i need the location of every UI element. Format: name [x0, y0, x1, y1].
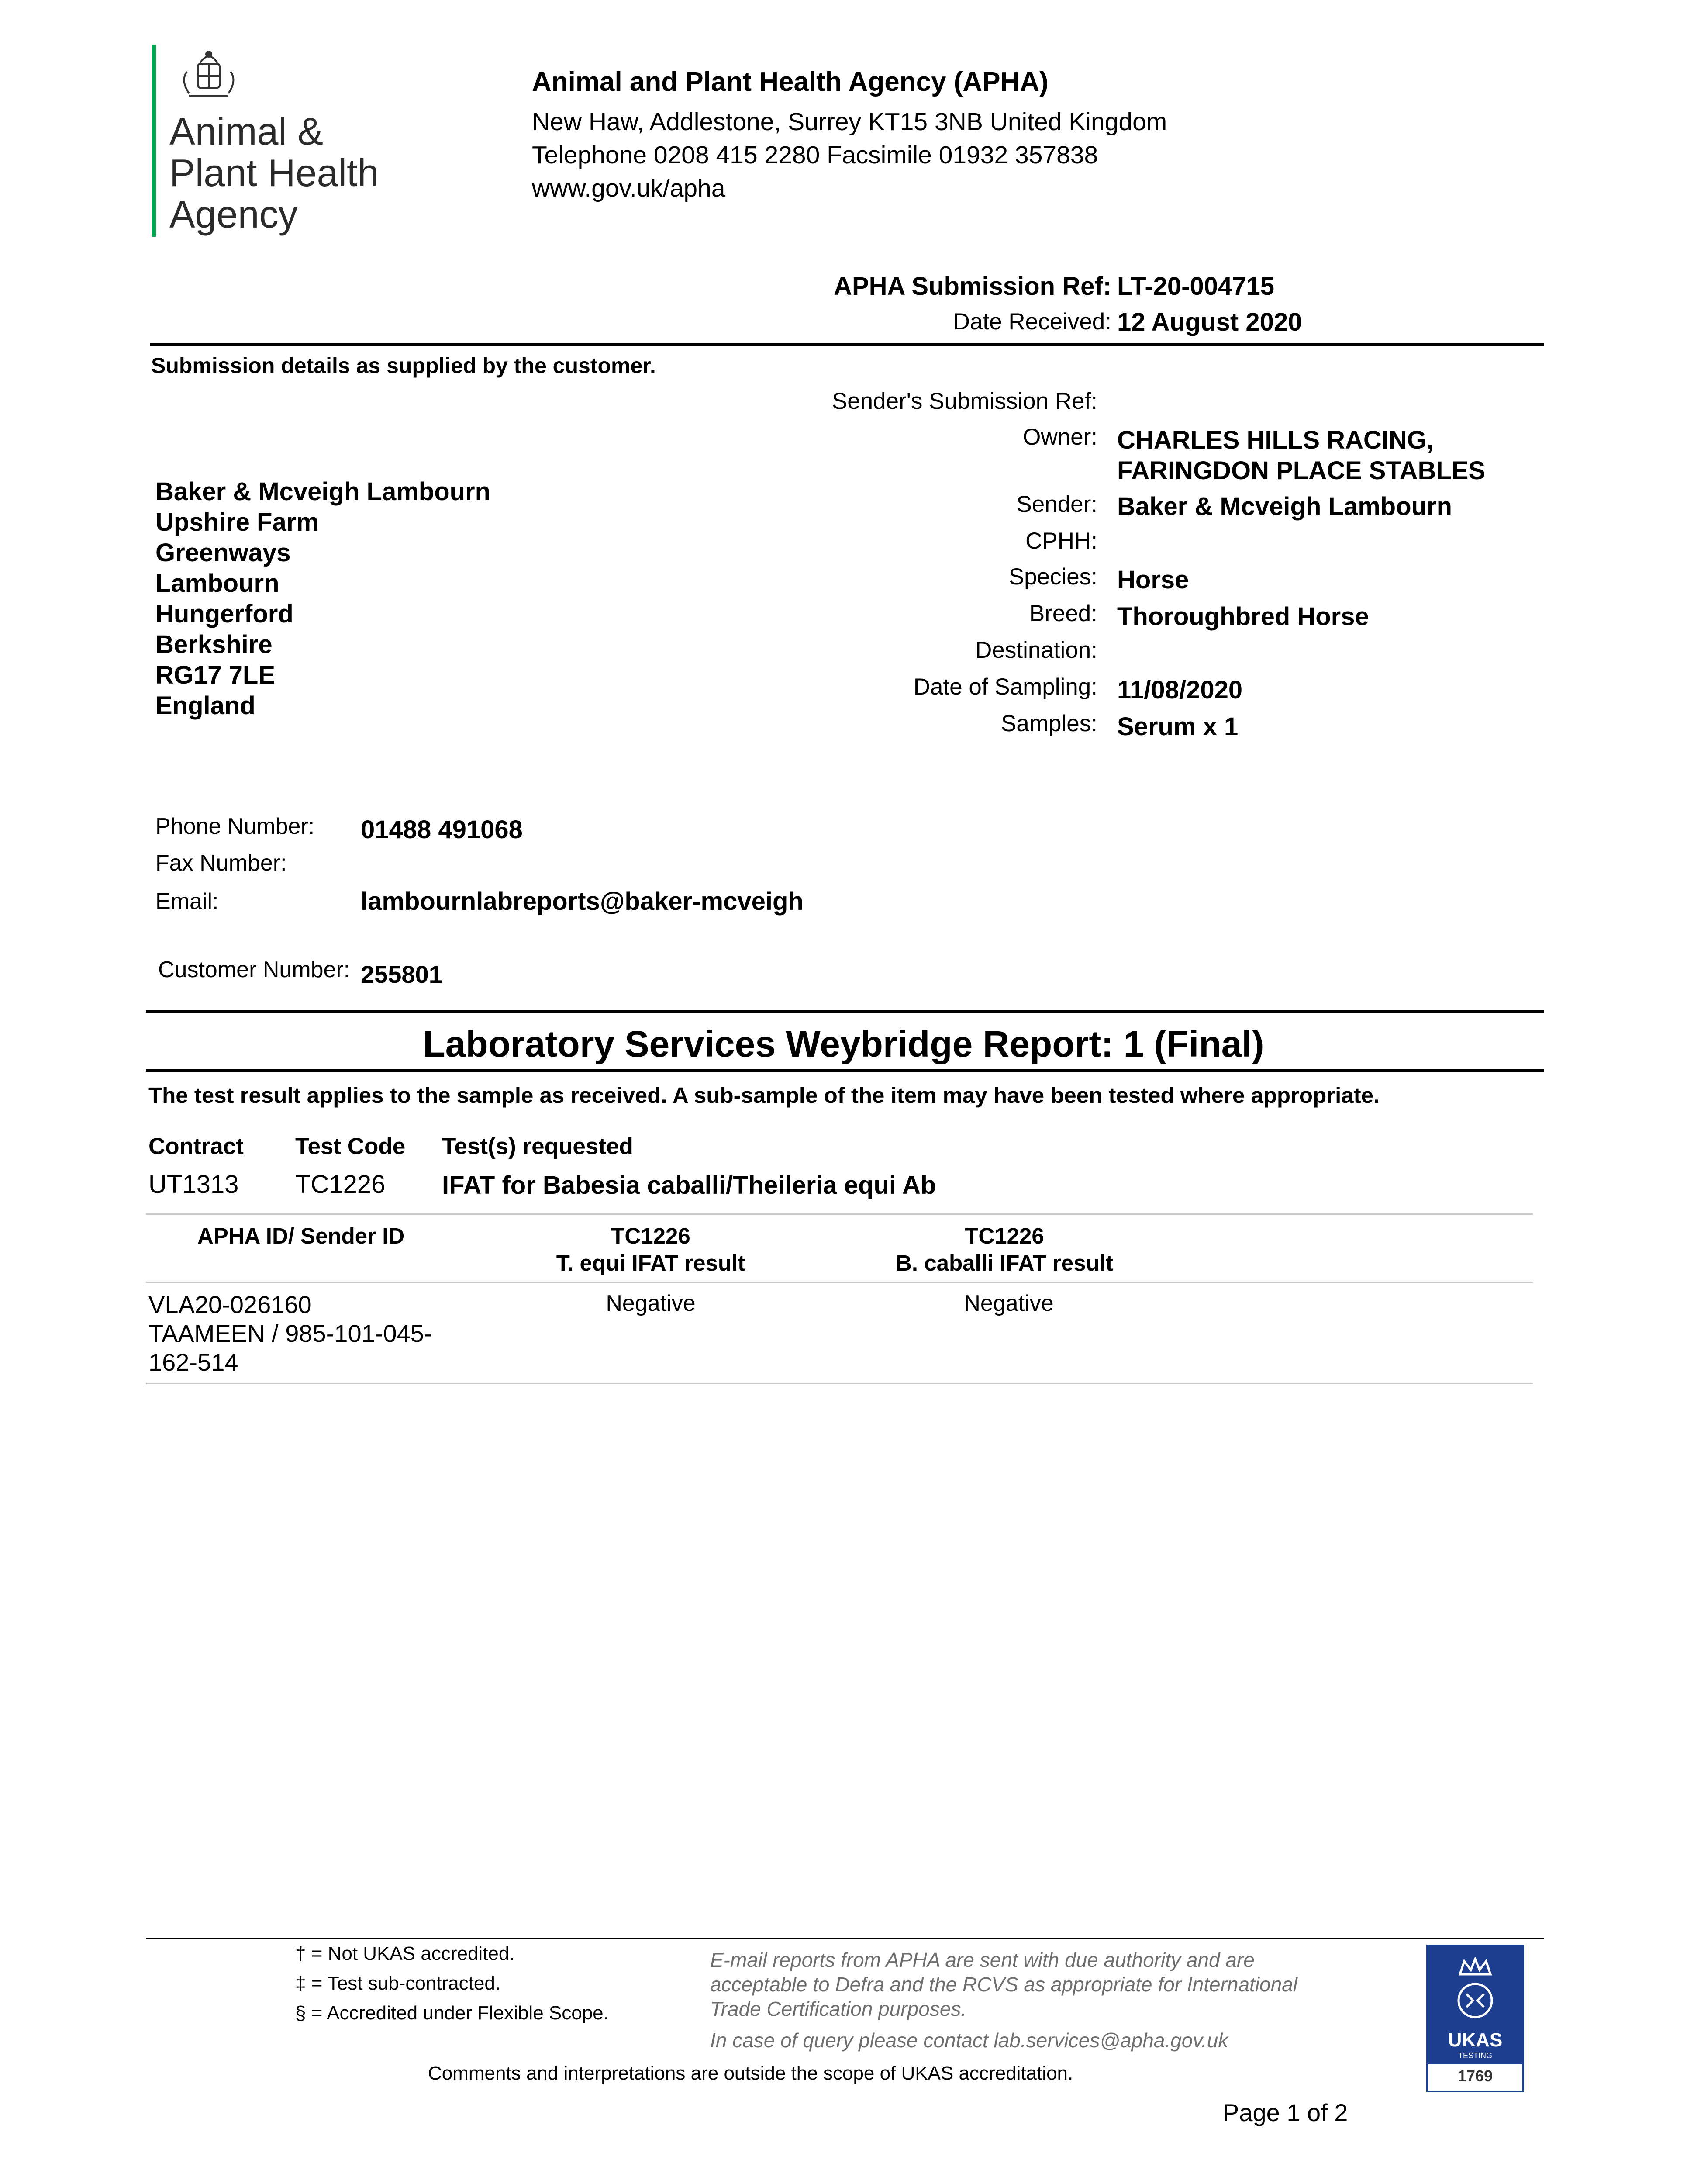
address-line: Greenways — [155, 539, 291, 567]
sample-id-line-1: VLA20-026160 — [148, 1291, 312, 1318]
footer-rule — [146, 1938, 1544, 1939]
owner-value-line-1: CHARLES HILLS RACING, — [1117, 426, 1434, 454]
org-phone: Telephone 0208 415 2280 Facsimile 01932 357838 — [532, 141, 1098, 169]
sender-value: Baker & Mcveigh Lambourn — [1117, 492, 1452, 521]
legend-not-accredited: † = Not UKAS accredited. — [295, 1943, 515, 1964]
species-label: Species: — [1008, 564, 1097, 590]
sample-id-line-3: 162-514 — [148, 1348, 238, 1376]
logo-text-line-1: Animal & — [169, 110, 324, 153]
report-note: The test result applies to the sample as received. A sub-sample of the item may have been tested where appropriate. — [148, 1083, 1380, 1108]
legend-sub-contracted: ‡ = Test sub-contracted. — [295, 1973, 501, 1994]
results-col1-name: T. equi IFAT result — [556, 1251, 745, 1275]
samples-value: Serum x 1 — [1117, 712, 1239, 741]
phone-label: Phone Number: — [155, 814, 315, 839]
email-value[interactable]: lambournlabreports@baker-mcveigh — [361, 887, 804, 916]
address-line: England — [155, 691, 255, 720]
fax-label: Fax Number: — [155, 850, 287, 876]
address-line: Hungerford — [155, 600, 293, 628]
org-address: New Haw, Addlestone, Surrey KT15 3NB United Kingdom — [532, 108, 1167, 136]
species-value: Horse — [1117, 566, 1189, 594]
sender-label: Sender: — [1016, 491, 1097, 517]
email-note-line-1: E-mail reports from APHA are sent with due authority and are — [710, 1949, 1255, 1971]
logo-green-bar — [152, 45, 156, 237]
test-code-value: TC1226 — [295, 1170, 386, 1199]
results-col2-name: B. caballi IFAT result — [896, 1251, 1113, 1275]
breed-value: Thoroughbred Horse — [1117, 602, 1369, 631]
crown-icon — [1449, 1957, 1501, 2022]
sender-ref-label: Sender's Submission Ref: — [831, 388, 1097, 414]
submission-ref-label: APHA Submission Ref: — [834, 272, 1111, 301]
sample-id-line-2: TAAMEEN / 985-101-045- — [148, 1320, 432, 1347]
query-note: In case of query please contact lab.services@apha.gov.uk — [710, 2029, 1228, 2052]
address-line: Lambourn — [155, 569, 279, 598]
org-name: Animal and Plant Health Agency (APHA) — [532, 67, 1049, 97]
page-number: Page 1 of 2 — [1223, 2099, 1348, 2126]
date-received-label: Date Received: — [953, 309, 1111, 335]
ukas-comments-note: Comments and interpretations are outside the scope of UKAS accreditation. — [428, 2063, 1073, 2084]
breed-label: Breed: — [1029, 601, 1097, 626]
logo-text-line-2: Plant Health — [169, 151, 379, 194]
results-id-header: APHA ID/ Sender ID — [197, 1223, 405, 1248]
address-line: Berkshire — [155, 630, 273, 659]
test-requested-value: IFAT for Babesia caballi/Theileria equi Ab — [442, 1171, 936, 1199]
results-col2-code: TC1226 — [965, 1223, 1044, 1248]
address-line: Baker & Mcveigh Lambourn — [155, 477, 491, 506]
logo-text-line-3: Agency — [169, 193, 298, 236]
org-website[interactable]: www.gov.uk/apha — [532, 174, 725, 202]
email-label: Email: — [155, 889, 219, 914]
email-note-line-2: acceptable to Defra and the RCVS as appropriate for International — [710, 1973, 1298, 1996]
phone-value: 01488 491068 — [361, 816, 523, 844]
b-caballi-result: Negative — [964, 1291, 1054, 1316]
cphh-label: CPHH: — [1025, 528, 1097, 554]
contract-header: Contract — [148, 1133, 244, 1159]
test-code-header: Test Code — [295, 1133, 406, 1159]
t-equi-result: Negative — [606, 1291, 696, 1316]
destination-label: Destination: — [975, 637, 1097, 663]
submission-ref-value: LT-20-004715 — [1117, 272, 1275, 301]
samples-label: Samples: — [1001, 711, 1097, 736]
results-bottom-rule — [146, 1383, 1533, 1384]
report-top-rule — [146, 1010, 1544, 1013]
owner-label: Owner: — [1023, 424, 1097, 450]
sampling-date-value: 11/08/2020 — [1117, 676, 1243, 704]
results-col1-code: TC1226 — [611, 1223, 690, 1248]
email-note-line-3: Trade Certification purposes. — [710, 1997, 967, 2020]
results-header-rule — [146, 1282, 1533, 1283]
ukas-number: 1769 — [1457, 2067, 1493, 2085]
customer-number-value: 255801 — [361, 961, 442, 988]
sampling-date-label: Date of Sampling: — [913, 674, 1097, 700]
tests-requested-header: Test(s) requested — [442, 1133, 633, 1159]
owner-value-line-2: FARINGDON PLACE STABLES — [1117, 456, 1486, 485]
address-line: RG17 7LE — [155, 661, 275, 689]
report-title: Laboratory Services Weybridge Report: 1 (Final) — [423, 1023, 1264, 1064]
report-bottom-rule — [146, 1069, 1544, 1072]
ukas-logo-panel — [1428, 1946, 1522, 2064]
ukas-logo — [1426, 1945, 1524, 2092]
ukas-sub: TESTING — [1458, 2051, 1492, 2060]
results-top-rule — [146, 1213, 1533, 1215]
ukas-text: UKAS — [1448, 2029, 1503, 2051]
legend-flexible-scope: § = Accredited under Flexible Scope. — [295, 2002, 609, 2024]
submission-heading: Submission details as supplied by the customer. — [151, 353, 656, 378]
customer-number-label: Customer Number: — [158, 957, 350, 982]
royal-crest-icon — [169, 45, 248, 107]
header-divider — [150, 343, 1544, 346]
address-line: Upshire Farm — [155, 508, 319, 536]
contract-value: UT1313 — [148, 1170, 239, 1199]
date-received-value: 12 August 2020 — [1117, 308, 1302, 336]
